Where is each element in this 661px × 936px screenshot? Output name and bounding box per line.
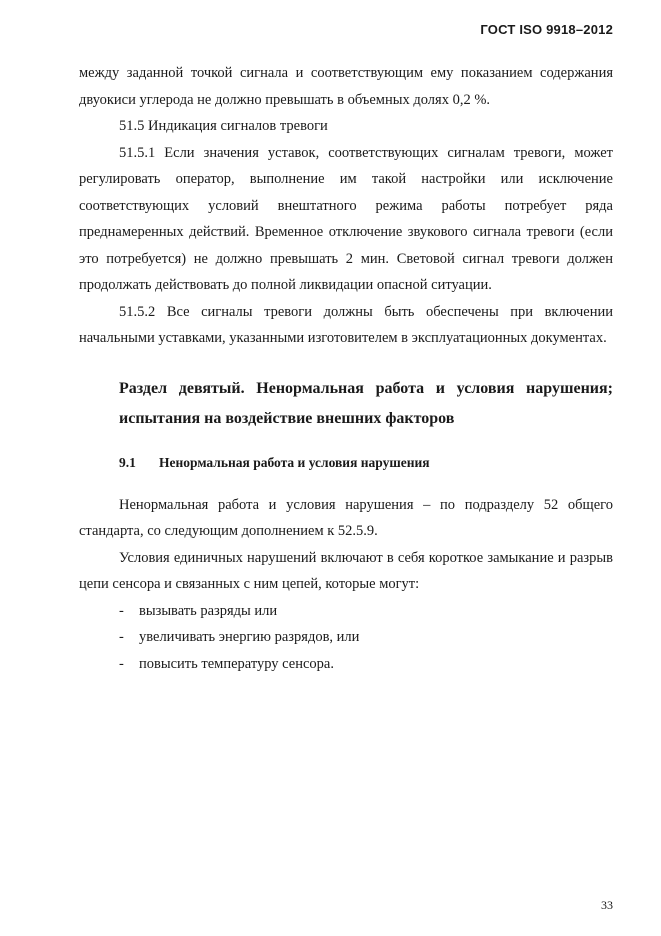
- list-dash: -: [119, 655, 124, 672]
- list-dash: -: [119, 602, 124, 619]
- list-dash: -: [119, 629, 124, 645]
- section-title: Раздел девятый. Ненормальная работа и условия нарушения; испытания на воздействие внешних факторов: [119, 379, 613, 427]
- page-number: 33: [601, 898, 613, 912]
- list-item: [119, 598, 613, 625]
- page-content: [79, 60, 613, 677]
- list-item: [119, 651, 613, 678]
- subsection-title: Ненормальная работа и условия нарушения: [159, 454, 430, 470]
- list-item-text: вызывать разряды или: [139, 602, 278, 619]
- paragraph-9-1-intro: Ненормальная работа и условия нарушения – по подразделу 52 общего стандарта, со следующим дополнением к 52.5.9.: [79, 496, 613, 539]
- clause-51-5-heading: 51.5 Индикация сигналов тревоги: [119, 118, 328, 134]
- list-item-text: увеличивать энергию разрядов, или: [139, 629, 360, 645]
- document-code-header: ГОСТ ISO 9918–2012: [480, 22, 613, 37]
- conditions-list: [79, 598, 613, 678]
- paragraph-9-1-conditions: Условия единичных нарушений включают в себя короткое замыкание и разрыв цепи сенсора и связанных с ним цепей, которые могут:: [79, 549, 613, 592]
- subsection-number: 9.1: [119, 454, 136, 470]
- clause-51-5-2: 51.5.2 Все сигналы тревоги должны быть обеспечены при включении начальными уставками, указанными изготовителем в эксплуатационных документах.: [79, 303, 613, 346]
- list-item: [119, 624, 613, 651]
- list-item-text: повысить температуру сенсора.: [139, 655, 334, 672]
- subsection-heading: [119, 450, 613, 476]
- paragraph-continuation: между заданной точкой сигнала и соответствующим ему показанием содержания двуокиси углерода не должно превышать в объемных долях 0,2 %.: [79, 65, 613, 108]
- clause-51-5-1: 51.5.1 Если значения уставок, соответствующих сигналам тревоги, может регулировать оператор, выполнение им такой настройки или исключение соответствующих условий внештатного режима работы потребует ряда преднамеренных действий. Временное отключение звукового сигнала тревоги (если это потребуется) не должно превышать 2 мин. Световой сигнал тревоги должен продолжать действовать до полной ликвидации опасной ситуации.: [79, 144, 613, 293]
